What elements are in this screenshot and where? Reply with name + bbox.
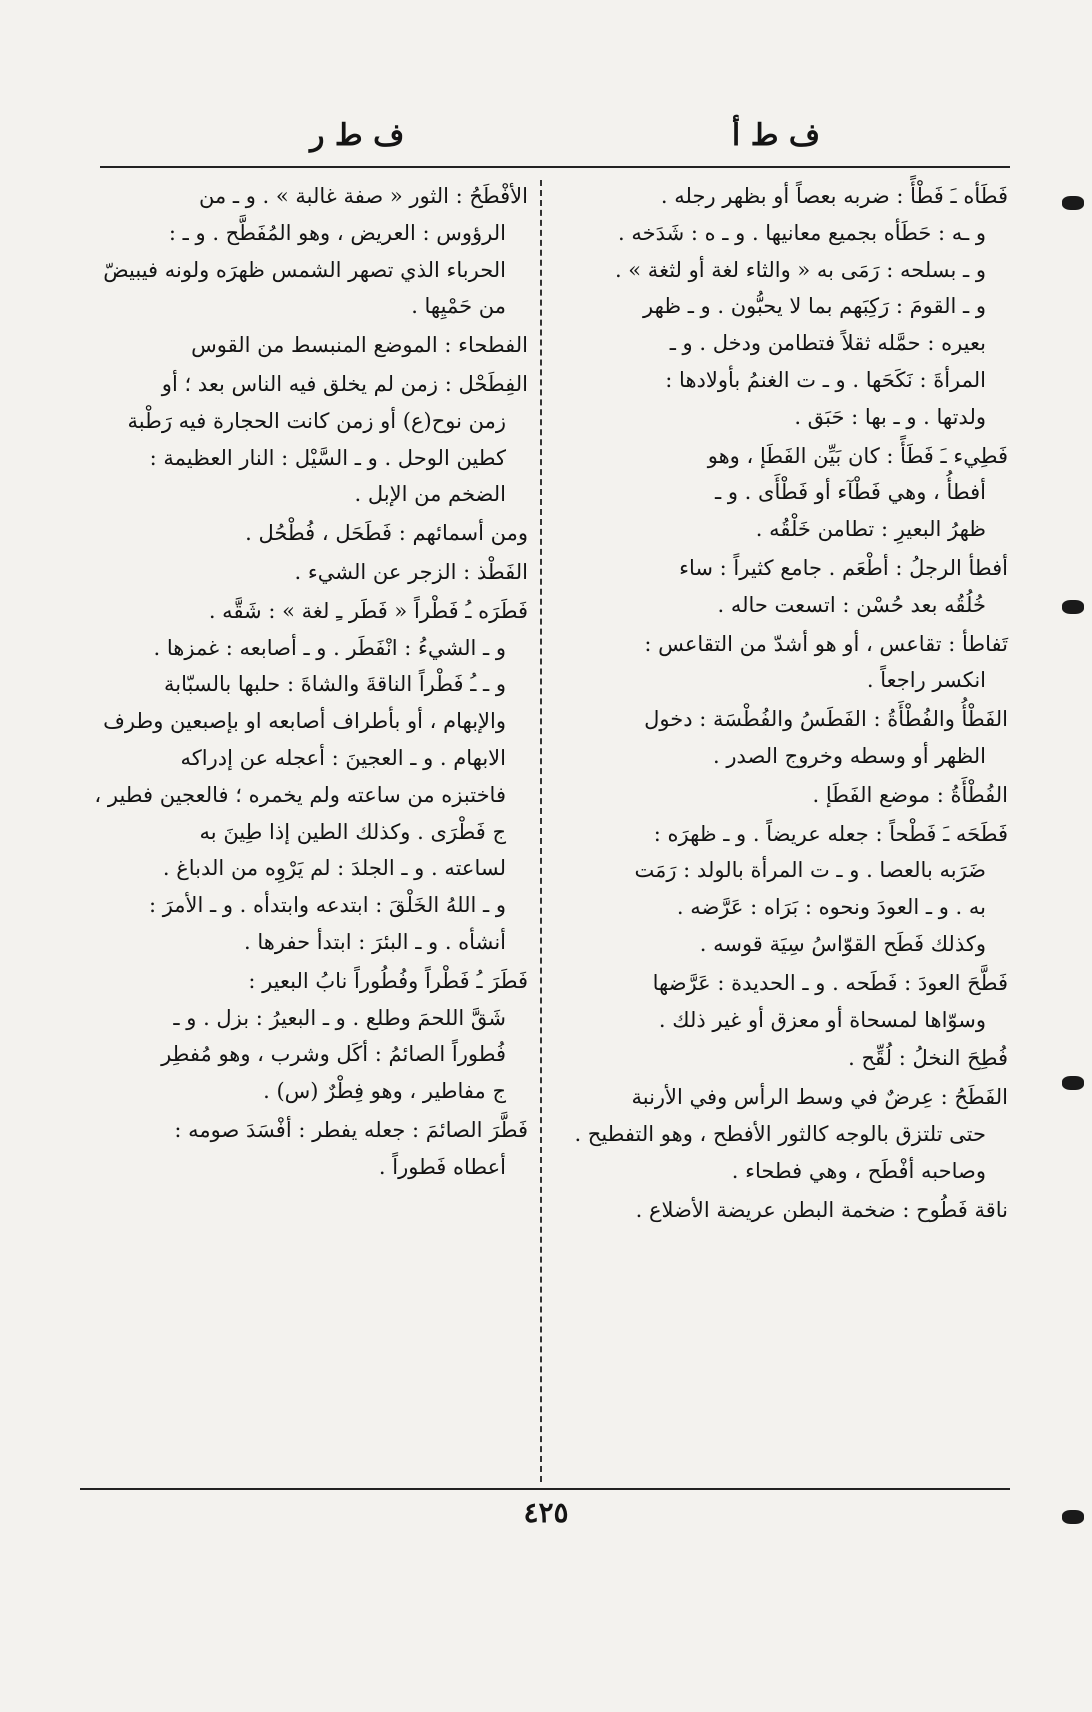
dictionary-entry [560, 701, 1008, 775]
entry-headline: الفُطْأَةُ : موضع الفَطَإ . [812, 782, 1008, 807]
entry-headline: الفطحاء : الموضع المنبسط من القوس [191, 333, 528, 358]
dictionary-entry [560, 816, 1008, 963]
entry-line: شَقَّ اللحمَ وطلع . و ـ البعيرُ : بزل . و ـ [173, 1005, 506, 1030]
entry-headline: أفطأ الرجلُ : أطْعَم . جامع كثيراً : ساء [679, 555, 1008, 580]
page-header [80, 118, 1000, 168]
header-root-right: ف ط أ [731, 118, 820, 153]
entry-headline: فَطَرَه ـُ فَطْراً « فَطَر ـِ لغة » : شَقَّه . [208, 598, 528, 623]
entry-line: خُلُقُه بعد حُسْن : اتسعت حاله . [717, 592, 986, 617]
dictionary-entry [82, 963, 528, 1110]
entry-line: الضخم من الإبل . [354, 482, 506, 507]
entry-line: أفطأُ ، وهي فَطْآء أو فَطْأَى . و ـ [715, 480, 986, 505]
dictionary-entry [560, 1192, 1008, 1229]
entry-line: أنشأه . و ـ البئرَ : ابتدأ حفرها . [244, 929, 506, 954]
entry-headline: فَطَرَ ـُ فَطْراً وفُطُوراً نابُ البعير : [248, 968, 528, 993]
left-column [82, 178, 528, 1188]
entry-line: أعطاه فَطوراً . [378, 1154, 506, 1179]
entry-line: الرؤوس : العريض ، وهو المُفَطَّح . و ـ : [168, 220, 506, 245]
entry-line: وكذلك فَطَح القوّاسُ سِيَة قوسه . [699, 931, 986, 956]
entry-headline: الفَطْذ : الزجر عن الشيء . [294, 559, 528, 584]
dictionary-entry [560, 777, 1008, 814]
entry-line: المرأةَ : نَكَحَها . و ـ ت الغنمُ بأولادها : [665, 367, 986, 392]
entry-headline: ومن أسمائهم : فَطَحَل ، فُطْحُل . [245, 521, 528, 546]
entry-headline: فُطِحَ النخلُ : لُقِّح . [848, 1046, 1008, 1071]
dictionary-entry [82, 515, 528, 552]
dictionary-entry [560, 1040, 1008, 1077]
dictionary-entry [560, 438, 1008, 548]
entry-line: وصاحبه أفْطَح ، وهي فطحاء . [731, 1158, 986, 1183]
entry-line: و ـ الشيءُ : انْفَطَر . و ـ أصابعه : غمزها . [153, 635, 506, 660]
entry-line: وسوّاها لمسحاة أو معزق أو غير ذلك . [658, 1007, 986, 1032]
column-divider [540, 180, 542, 1482]
entry-line: و ـه : حَطَأه بجميع معانيها . و ـ ه : شَدَخه . [617, 220, 986, 245]
entry-headline: ناقة فَطُوح : ضخمة البطن عريضة الأضلاع . [635, 1197, 1008, 1222]
entry-line: و ـ بسلحه : رَمَى به « والثاء لغة أو لثغة » . [614, 257, 986, 282]
entry-headline: فَطَحَه ـَ فَطْحاً : جعله عريضاً . و ـ ظهرَه : [653, 821, 1008, 846]
entry-line: ج مفاطير ، وهو فِطْرٌ (س) . [263, 1079, 506, 1104]
page-number: ٤٢٥ [523, 1496, 569, 1529]
entry-line: ضَرَبه بالعصا . و ـ ت المرأة بالولد : رَمَت [634, 858, 986, 883]
top-rule [100, 166, 1010, 168]
dictionary-entry [82, 593, 528, 961]
entry-line: كطين الوحل . و ـ السَّيْل : النار العظيمة : [149, 445, 506, 470]
entry-line: من حَمْيِها . [411, 294, 506, 319]
margin-mark [1062, 600, 1084, 614]
margin-mark [1062, 1076, 1084, 1090]
dictionary-entry [560, 965, 1008, 1039]
entry-headline: فَطَّحَ العودَ : فَطَحه . و ـ الحديدة : عَرَّضها [652, 970, 1008, 995]
dictionary-entry [82, 554, 528, 591]
entry-line: الظهر أو وسطه وخروج الصدر . [713, 743, 986, 768]
margin-mark [1062, 196, 1084, 210]
margin-mark [1062, 1510, 1084, 1524]
dictionary-entry [82, 327, 528, 364]
entry-line: حتى تلتزق بالوجه كالثور الأفطح ، وهو التفطيح . [574, 1121, 986, 1146]
entry-line: و ـ القومَ : رَكِبَهم بما لا يحبُّون . و ـ ظهر [643, 294, 986, 319]
dictionary-entry [82, 1112, 528, 1186]
entry-headline: الفَطْأُ والفُطْأَةُ : الفَطَسُ والفُطْسَة : دخول [644, 707, 1008, 732]
entry-line: والإبهام ، أو بأطراف أصابعه او بإصبعين وطرف [103, 709, 506, 734]
entry-headline: تَفاطأ : تقاعس ، أو هو أشدّ من التقاعس : [644, 631, 1008, 656]
entry-line: فاختبزه من ساعته ولم يخمره ؛ فالعجين فطير ، [94, 782, 506, 807]
entry-line: و ـ ـُ فَطْراً الناقةَ والشاةَ : حلبها بالسبّابة [164, 672, 506, 697]
entry-headline: فَطِيء ـَ فَطَأً : كان بَيِّن الفَطَإ ، وهو [707, 443, 1008, 468]
dictionary-entry [82, 366, 528, 513]
entry-headline: فَطَأه ـَ فَطْأً : ضربه بعصاً أو بظهر رجله . [660, 184, 1008, 208]
right-column [560, 178, 1008, 1230]
entry-line: ج فَطْرَى . وكذلك الطين إذا طِينَ به [199, 819, 506, 844]
entry-line: و ـ اللهُ الخَلْقَ : ابتدعه وابتدأه . و ـ الأمرَ : [148, 893, 506, 918]
entry-headline: الفِطَحْل : زمن لم يخلق فيه الناس بعد ؛ أو [161, 371, 528, 396]
entry-line: ظهرُ البعيرِ : تطامن خَلْقُه . [755, 517, 986, 542]
dictionary-entry [82, 178, 528, 325]
bottom-rule [80, 1488, 1010, 1490]
dictionary-entry [560, 1079, 1008, 1189]
entry-line: زمن نوح(ع) أو زمن كانت الحجارة فيه رَطْبة [127, 408, 506, 433]
header-root-left: ف ط ر [310, 118, 405, 153]
entry-line: ولدتها . و ـ بها : حَبَق . [794, 404, 986, 429]
entry-line: به . و ـ العودَ ونحوه : بَرَاه : عَرَّضه . [676, 895, 986, 920]
entry-headline: الفَطَحُ : عِرضٌ في وسط الرأس وفي الأرنبة [631, 1085, 1008, 1110]
entry-line: فُطوراً الصائمُ : أكَل وشرب ، وهو مُفطِر [161, 1042, 506, 1067]
dictionary-entry [560, 626, 1008, 700]
dictionary-entry [560, 550, 1008, 624]
entry-headline: فَطَّرَ الصائمَ : جعله يفطر : أفْسَدَ صومه : [174, 1117, 528, 1142]
entry-headline: الأفْطَحُ : الثور « صفة غالبة » . و ـ من [198, 184, 528, 208]
entry-line: انكسر راجعاً . [866, 668, 986, 693]
entry-line: بعيره : حمَّله ثقلاً فتطامن ودخل . و ـ [669, 331, 986, 356]
entry-line: الابهام . و ـ العجينَ : أعجله عن إدراكه [180, 745, 506, 770]
dictionary-entry [560, 178, 1008, 436]
entry-line: الحرباء الذي تصهر الشمس ظهرَه ولونه فيبيضّ [103, 257, 506, 282]
entry-line: لساعته . و ـ الجلدَ : لم يَرْوِه من الدباغ . [162, 856, 506, 881]
